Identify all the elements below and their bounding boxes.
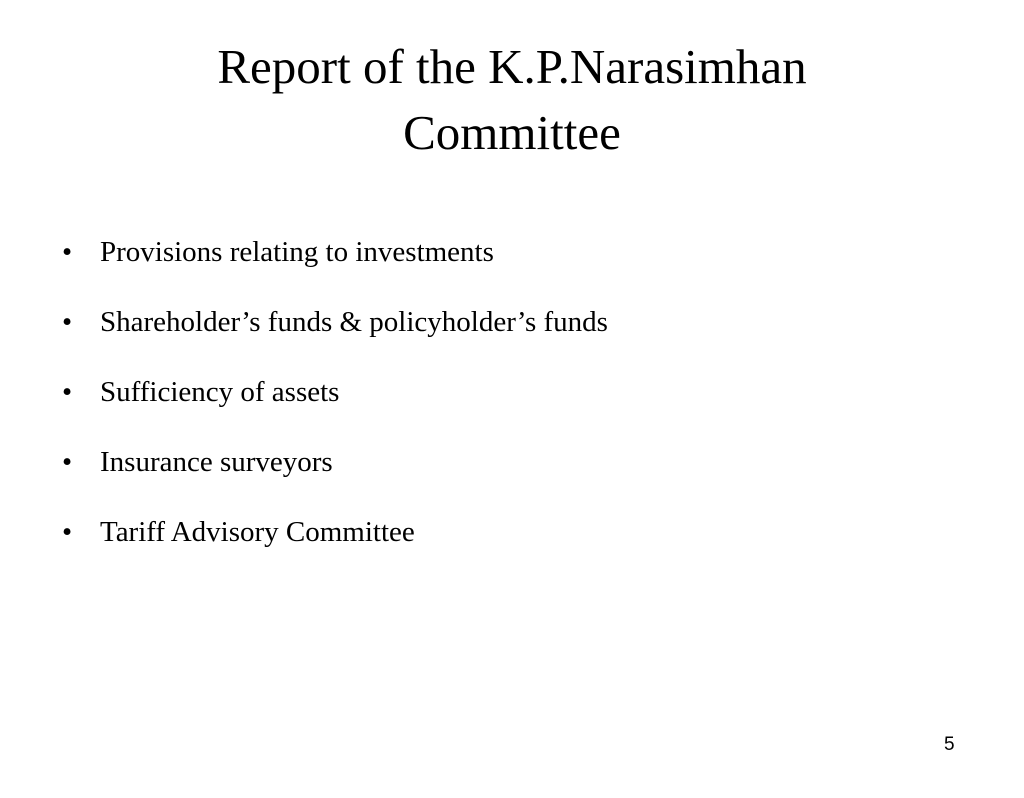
slide-title-line-2: Committee bbox=[403, 105, 621, 160]
slide-title bbox=[0, 34, 1024, 166]
bullet-text: Insurance surveyors bbox=[100, 446, 333, 478]
bullet-text: Shareholder’s funds & policyholder’s funds bbox=[100, 306, 608, 338]
bullet-icon: • bbox=[62, 446, 73, 478]
slide-title-line-1: Report of the K.P.Narasimhan bbox=[217, 39, 807, 94]
bullet-icon: • bbox=[62, 236, 73, 268]
bullet-icon: • bbox=[62, 376, 73, 408]
bullet-text: Tariff Advisory Committee bbox=[100, 516, 415, 548]
bullet-icon: • bbox=[62, 306, 73, 338]
bullet-icon: • bbox=[62, 516, 73, 548]
bullet-text: Sufficiency of assets bbox=[100, 376, 340, 408]
page-number: 5 bbox=[944, 734, 955, 755]
bullet-text: Provisions relating to investments bbox=[100, 236, 494, 268]
